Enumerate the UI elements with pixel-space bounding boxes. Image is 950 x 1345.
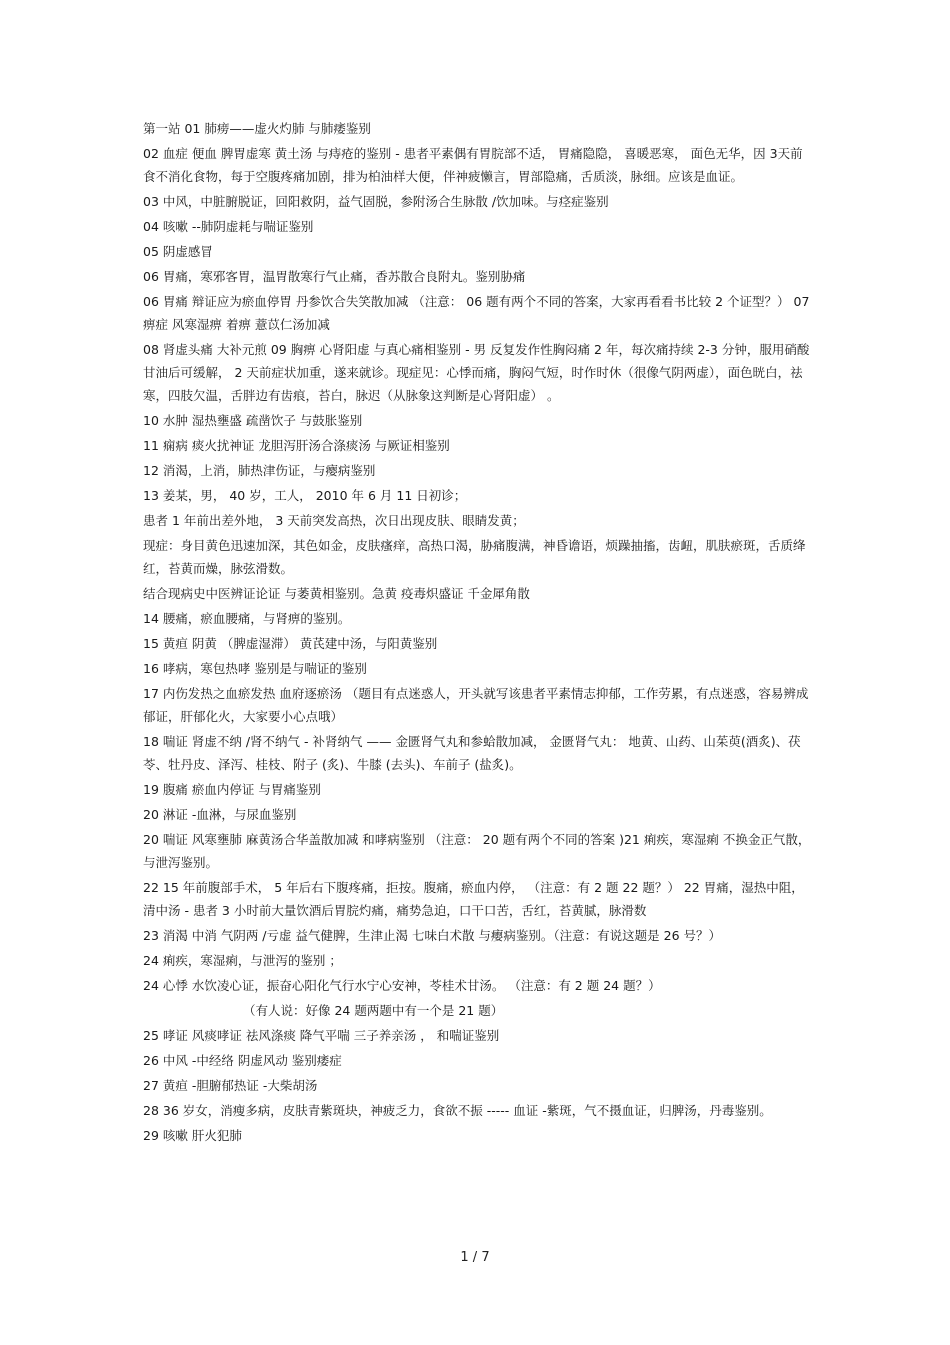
line-13-symptoms: 现症：身目黄色迅速加深，其色如金，皮肤瘙痒，高热口渴，胁痛腹满，神昏谵语，烦躁抽搐，齿衄，肌肤瘀斑，舌质绛红，苔黄而燥，脉弦滑数。 (143, 538, 806, 576)
line-01: 第一站 01 肺痨——虚火灼肺 与肺痿鉴别 (143, 121, 371, 136)
line-27: 27 黄疸 -胆腑郁热证 -大柴胡汤 (143, 1078, 318, 1093)
line-20a: 20 淋证 -血淋，与尿血鉴别 (143, 807, 297, 822)
line-28: 28 36 岁女，消瘦多病，皮肤青紫斑块，神疲乏力，食欲不振 ----- 血证 -紫斑，气不摄血证，归脾汤，丹毒鉴别。 (143, 1103, 772, 1118)
line-25: 25 哮证 风痰哮证 祛风涤痰 降气平喘 三子养亲汤 ， 和喘证鉴别 (143, 1028, 500, 1043)
line-02: 02 血症 便血 脾胃虚寒 黄土汤 与痔疮的鉴别 - 患者平素偶有胃脘部不适， 胃痛隐隐， 喜暖恶寒， 面色无华，因 3天前食不消化食物，每于空腹疼痛加剧，排为柏油样大便，伴神疲懒言，胃部隐痛，舌质淡，脉细。应该是血证。 (143, 146, 803, 184)
line-22: 22 15 年前腹部手术， 5 年后右下腹疼痛，拒按。腹痛，瘀血内停， （注意：有 2 题 22 题？） 22 胃痛，湿热中阻，清中汤 - 患者 3 小时前大量饮酒后胃脘灼痛，痛势急迫，口干口苦，舌红，苔黄腻，脉滑数 (143, 880, 804, 918)
line-17: 17 内伤发热之血瘀发热 血府逐瘀汤 （题目有点迷惑人，开头就写该患者平素情志抑郁，工作劳累，有点迷惑，容易辨成郁证，肝郁化火，大家要小心点哦） (143, 686, 809, 724)
line-26: 26 中风 -中经络 阴虚风动 鉴别痿症 (143, 1053, 342, 1068)
line-06b: 06 胃痛 辩证应为瘀血停胃 丹参饮合失笑散加减 （注意： 06 题有两个不同的答案，大家再看看书比较 2 个证型？） 07 痹症 风寒湿痹 着痹 薏苡仁汤加减 (143, 294, 810, 332)
line-08: 08 肾虚头痛 大补元煎 09 胸痹 心肾阳虚 与真心痛相鉴别 - 男 反复发作性胸闷痛 2 年，每次痛持续 2-3 分钟，服用硝酸甘油后可缓解， 2 天前症状加重，遂来就诊。现症见：心悸而痛，胸闷气短，时作时休（很像气阴两虚），面色晄白，祛寒，四肢欠温，舌胖边有齿痕，苔白，脉迟（从脉象这判断是心肾阳虚） 。 (143, 342, 810, 403)
line-05: 05 阴虚感冒 (143, 244, 213, 259)
line-12: 12 消渴，上消，肺热津伤证，与瘿病鉴别 (143, 463, 376, 478)
line-13-diagnosis: 结合现病史中医辨证论证 与萎黄相鉴别。急黄 疫毒炽盛证 千金犀角散 (143, 586, 530, 601)
line-13: 13 姜某，男， 40 岁，工人， 2010 年 6 月 11 日初诊； (143, 488, 467, 503)
line-29: 29 咳嗽 肝火犯肺 (143, 1128, 242, 1143)
line-19: 19 腹痛 瘀血内停证 与胃痛鉴别 (143, 782, 321, 797)
line-10: 10 水肿 湿热壅盛 疏凿饮子 与鼓胀鉴别 (143, 413, 363, 428)
page-number: 1 / 7 (460, 1250, 490, 1265)
line-24b: 24 心悸 水饮凌心证，振奋心阳化气行水宁心安神，苓桂术甘汤。 （注意：有 2 题 24 题？） (143, 978, 661, 993)
line-15: 15 黄疸 阴黄 （脾虚湿滞） 黄芪建中汤，与阳黄鉴别 (143, 636, 438, 651)
line-24-note: （有人说：好像 24 题两题中有一个是 21 题） (243, 1003, 504, 1018)
line-06a: 06 胃痛，寒邪客胃，温胃散寒行气止痛，香苏散合良附丸。鉴别胁痛 (143, 269, 526, 284)
document-body (143, 117, 813, 1149)
line-04: 04 咳嗽 --肺阴虚耗与喘证鉴别 (143, 219, 314, 234)
line-03: 03 中风，中脏腑脱证，回阳救阴，益气固脱，参附汤合生脉散 /饮加味。与痉症鉴别 (143, 194, 609, 209)
line-20b: 20 喘证 风寒壅肺 麻黄汤合华盖散加减 和哮病鉴别 （注意： 20 题有两个不同的答案 )21 痢疾，寒湿痢 不换金正气散，与泄泻鉴别。 (143, 832, 811, 870)
line-11: 11 痫病 痰火扰神证 龙胆泻肝汤合涤痰汤 与厥证相鉴别 (143, 438, 450, 453)
line-14: 14 腰痛，瘀血腰痛，与肾痹的鉴别。 (143, 611, 351, 626)
line-23: 23 消渴 中消 气阴两 /亏虚 益气健脾，生津止渴 七味白术散 与瘿病鉴别。（注意：有说这题是 26 号？） (143, 928, 722, 943)
line-16: 16 哮病，寒包热哮 鉴别是与喘证的鉴别 (143, 661, 367, 676)
line-13-history: 患者 1 年前出差外地， 3 天前突发高热，次日出现皮肤、眼睛发黄； (143, 513, 525, 528)
line-18: 18 喘证 肾虚不纳 /肾不纳气 - 补肾纳气 —— 金匮肾气丸和参蛤散加减， 金匮肾气丸： 地黄、山药、山茱萸(酒炙)、茯苓、牡丹皮、泽泻、桂枝、附子 (炙)、牛膝 (去头)、车前子 (盐炙)。 (143, 734, 801, 772)
line-24a: 24 痢疾，寒湿痢，与泄泻的鉴别 ； (143, 953, 342, 968)
